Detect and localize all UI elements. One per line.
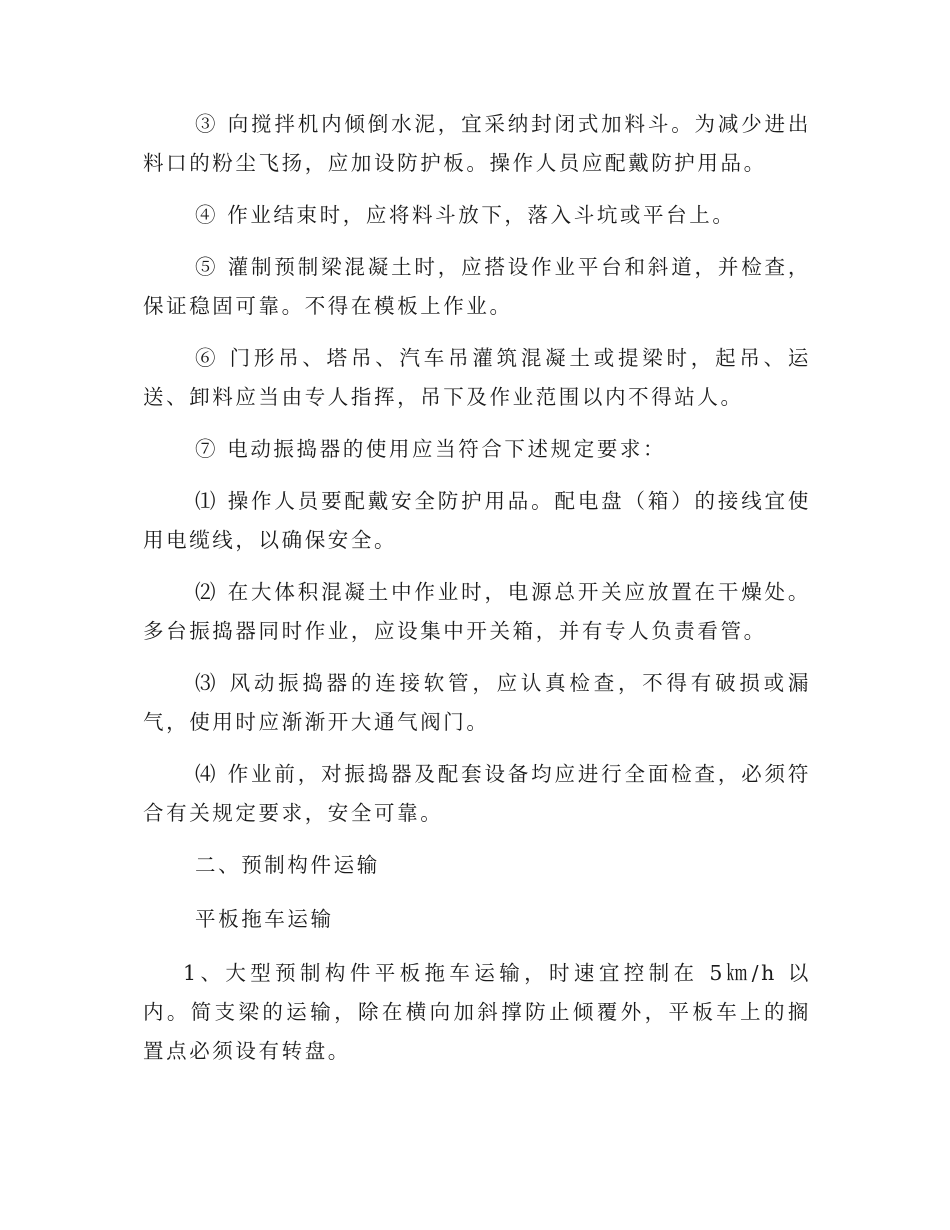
paragraph-subitem-3: ⑶ 风动振捣器的连接软管，应认真检查，不得有破损或漏气，使用时应渐渐开大通气阀门。	[143, 671, 811, 734]
paragraph-numbered-1: 1、大型预制构件平板拖车运输，时速宜控制在 5㎞/h 以内。简支梁的运输，除在横向加斜撑防止倾覆外，平板车上的搁置点必须设有转盘。	[143, 961, 811, 1063]
paragraph-item-4: ④ 作业结束时，应将料斗放下，落入斗坑或平台上。	[195, 203, 736, 227]
paragraph-subitem-1: ⑴ 操作人员要配戴安全防护用品。配电盘（箱）的接线宜使用电缆线，以确保安全。	[143, 489, 811, 552]
paragraph-item-7: ⑦ 电动振捣器的使用应当符合下述规定要求：	[195, 437, 667, 461]
section-heading: 二、预制构件运输	[195, 853, 380, 877]
paragraph-subitem-2: ⑵ 在大体积混凝土中作业时，电源总开关应放置在干燥处。多台振捣器同时作业，应设集中开关箱，并有专人负责看管。	[143, 580, 811, 643]
paragraph-item-6: ⑥ 门形吊、塔吊、汽车吊灌筑混凝土或提梁时，起吊、运送、卸料应当由专人指挥，吊下及作业范围以内不得站人。	[143, 346, 811, 409]
paragraph-item-5: ⑤ 灌制预制梁混凝土时，应搭设作业平台和斜道，并检查，保证稳固可靠。不得在模板上作业。	[143, 255, 811, 318]
document-body	[143, 105, 811, 1084]
paragraph-item-3: ③ 向搅拌机内倾倒水泥，宜采纳封闭式加料斗。为减少进出料口的粉尘飞扬，应加设防护板。操作人员应配戴防护用品。	[143, 112, 811, 175]
subsection-heading: 平板拖车运输	[195, 907, 334, 931]
paragraph-subitem-4: ⑷ 作业前，对振捣器及配套设备均应进行全面检查，必须符合有关规定要求，安全可靠。	[143, 762, 811, 825]
